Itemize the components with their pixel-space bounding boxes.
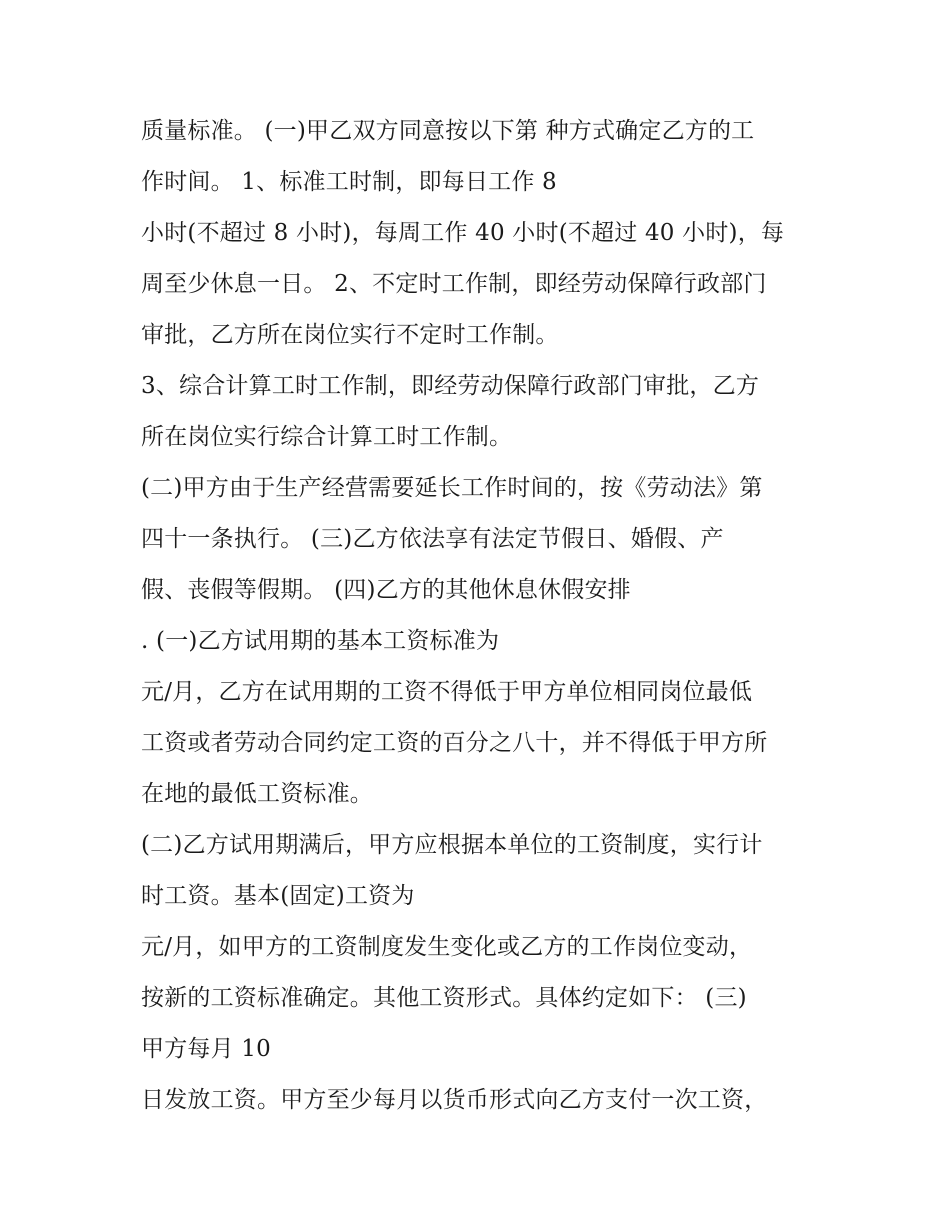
text-line: (二)乙方试用期满后，甲方应根据本单位的工资制度，实行计 (141, 832, 763, 858)
text-line: . (一)乙方试用期的基本工资标准为 (141, 628, 500, 654)
text-line: 作时间。 1、标准工时制，即每日工作 8 (141, 169, 557, 195)
text-line: 审批，乙方所在岗位实行不定时工作制。 (141, 322, 559, 348)
text-line: 质量标准。 (一)甲乙双方同意按以下第 种方式确定乙方的工 (141, 118, 755, 144)
text-line: 按新的工资标准确定。其他工资形式。具体约定如下： (三) (141, 985, 747, 1011)
text-line: 日发放工资。甲方至少每月以货币形式向乙方支付一次工资， (141, 1087, 768, 1113)
text-line: 甲方每月 10 (141, 1036, 271, 1062)
text-line: 工资或者劳动合同约定工资的百分之八十，并不得低于甲方所 (141, 730, 768, 756)
document-body (141, 106, 831, 1126)
text-line: 时工资。基本(固定)工资为 (141, 883, 415, 909)
text-line: 在地的最低工资标准。 (141, 781, 373, 807)
text-line: 元/月，如甲方的工资制度发生变化或乙方的工作岗位变动， (141, 934, 753, 960)
text-line: 小时(不超过 8 小时)，每周工作 40 小时(不超过 40 小时)，每 (141, 220, 785, 246)
text-line: 周至少休息一日。 2、不定时工作制，即经劳动保障行政部门 (141, 271, 767, 297)
text-line: 3、综合计算工时工作制，即经劳动保障行政部门审批，乙方 (141, 373, 760, 399)
text-line: 假、丧假等假期。 (四)乙方的其他休息休假安排 (141, 577, 631, 603)
text-line: 元/月，乙方在试用期的工资不得低于甲方单位相同岗位最低 (141, 679, 753, 705)
text-line: (二)甲方由于生产经营需要延长工作时间的，按《劳动法》第 (141, 475, 763, 501)
text-line: 所在岗位实行综合计算工时工作制。 (141, 424, 513, 450)
text-line: 四十一条执行。 (三)乙方依法享有法定节假日、婚假、产 (141, 526, 724, 552)
